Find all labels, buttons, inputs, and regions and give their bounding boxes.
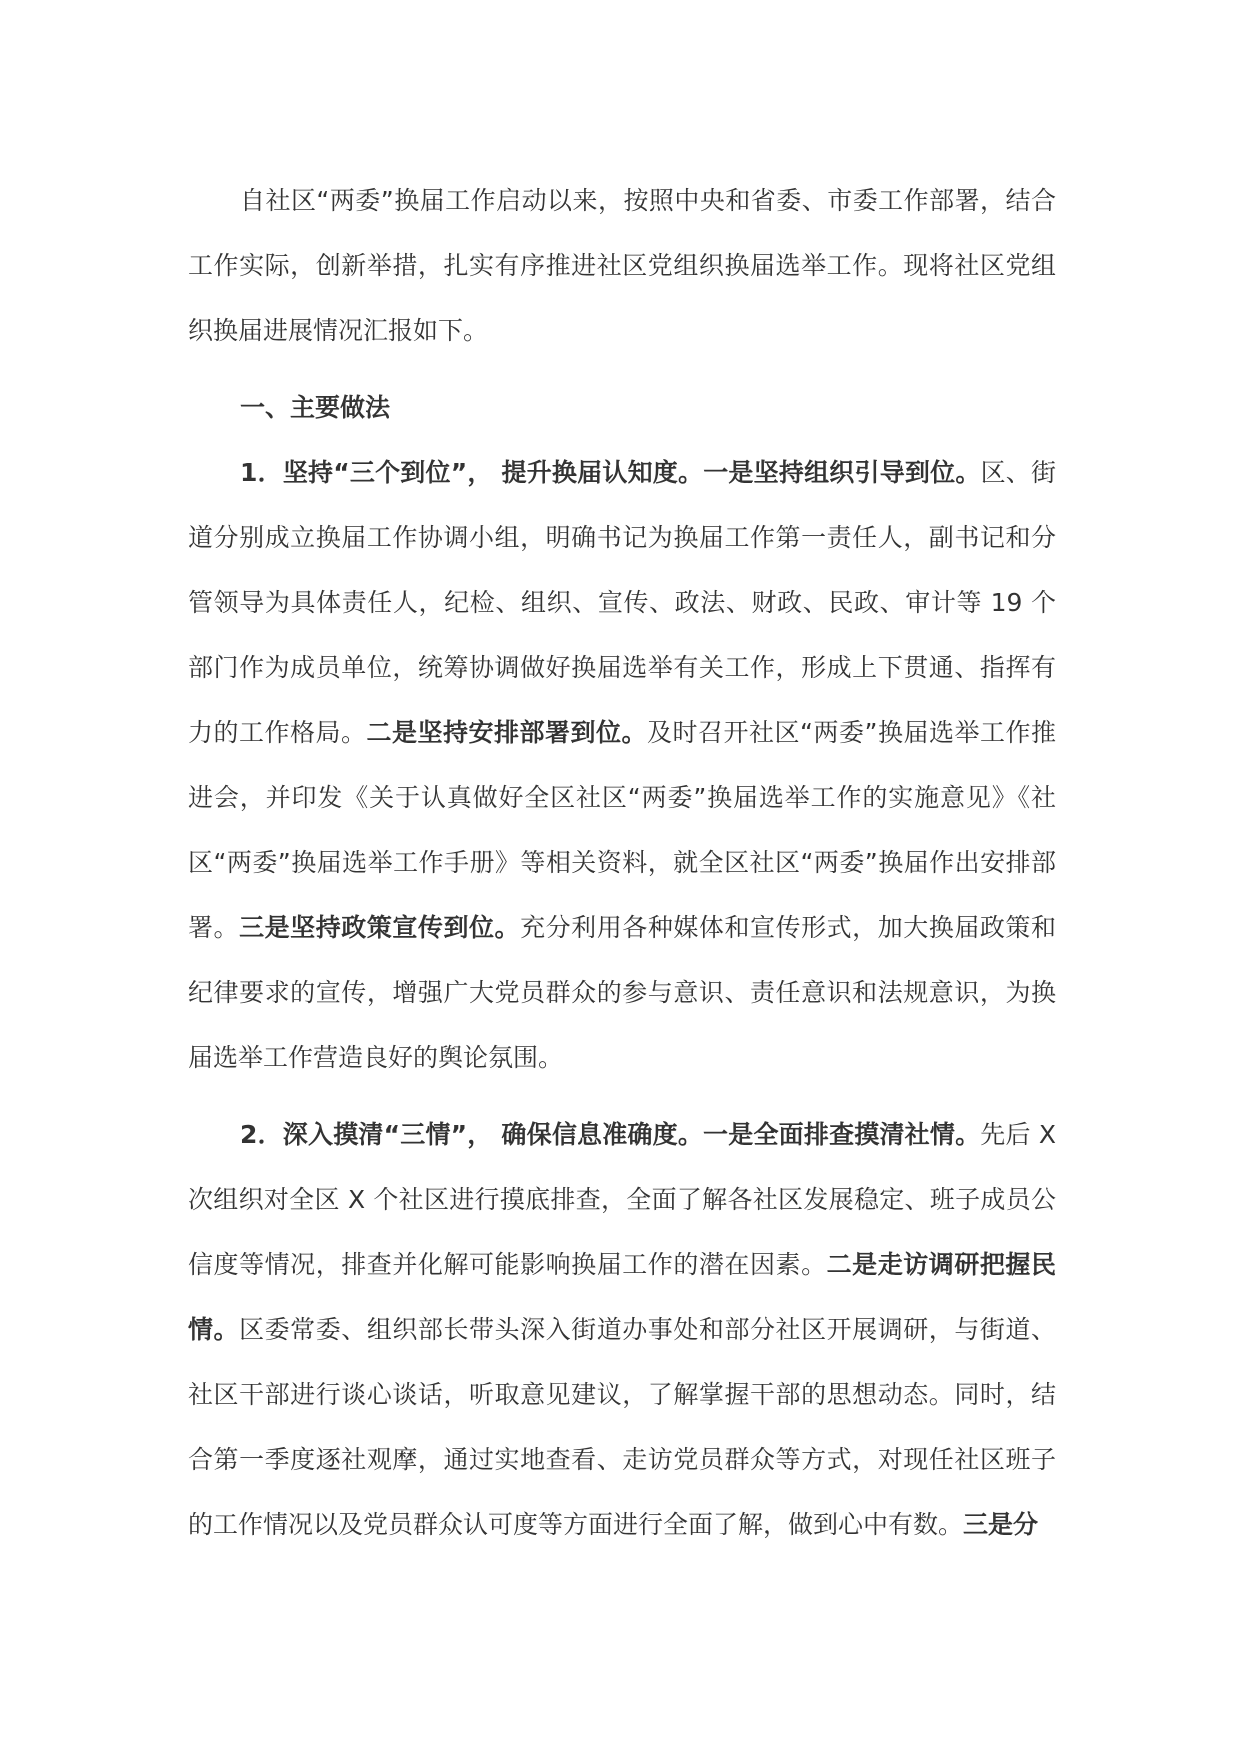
paragraph-2 [188, 1102, 1056, 1557]
paragraph-2-point-3: 三是分 [963, 1510, 1039, 1539]
paragraph-1-text-2: 及时召开社区“两委”换届选举工作推进会，并印发《关于认真做好全区社区“两委”换届选举工作的实施意见》《社区“两委”换届选举工作手册》等相关资料，就全区社区“两委”换届作出安排部署。 [188, 718, 1056, 942]
paragraph-1-text-1: 区、街道分别成立换届工作协调小组，明确书记为换届工作第一责任人，副书记和分管领导为具体责任人，纪检、组织、宣传、政法、财政、民政、审计等 19 个部门作为成员单位，统筹协调做好换届选举有关工作，形成上下贯通、指挥有力的工作格局。 [188, 458, 1056, 747]
paragraph-2-point-1: 一是全面排查摸清社情。 [703, 1120, 981, 1149]
paragraph-1-lead: 1．坚持“三个到位”， 提升换届认知度。 [240, 458, 704, 487]
paragraph-2-point-2: 二是走访调研把握民情。 [188, 1250, 1056, 1344]
document-body [188, 168, 1056, 1557]
paragraph-1-point-3: 三是坚持政策宣传到位。 [239, 913, 521, 942]
paragraph-1-point-2: 二是坚持安排部署到位。 [366, 718, 648, 747]
paragraph-2-text-1: 先后 X 次组织对全区 X 个社区进行摸底排查，全面了解各社区发展稳定、班子成员公信度等情况，排查并化解可能影响换届工作的潜在因素。 [188, 1120, 1056, 1279]
paragraph-1-text-3: 充分利用各种媒体和宣传形式，加大换届政策和纪律要求的宣传，增强广大党员群众的参与意识、责任意识和法规意识，为换届选举工作营造良好的舆论氛围。 [188, 913, 1056, 1072]
paragraph-2-text-2: 区委常委、组织部长带头深入街道办事处和部分社区开展调研，与街道、社区干部进行谈心谈话，听取意见建议，了解掌握干部的思想动态。同时，结合第一季度逐社观摩，通过实地查看、走访党员群众等方式，对现任社区班子的工作情况以及党员群众认可度等方面进行全面了解，做到心中有数。 [188, 1315, 1056, 1539]
paragraph-1-point-1: 一是坚持组织引导到位。 [703, 458, 981, 487]
intro-paragraph: 自社区“两委”换届工作启动以来，按照中央和省委、市委工作部署，结合工作实际，创新举措，扎实有序推进社区党组织换届选举工作。现将社区党组织换届进展情况汇报如下。 [188, 186, 1056, 345]
paragraph-1 [188, 440, 1056, 1090]
paragraph-2-lead: 2．深入摸清“三情”， 确保信息准确度。 [240, 1120, 704, 1149]
section-heading: 一、主要做法 [240, 393, 391, 422]
